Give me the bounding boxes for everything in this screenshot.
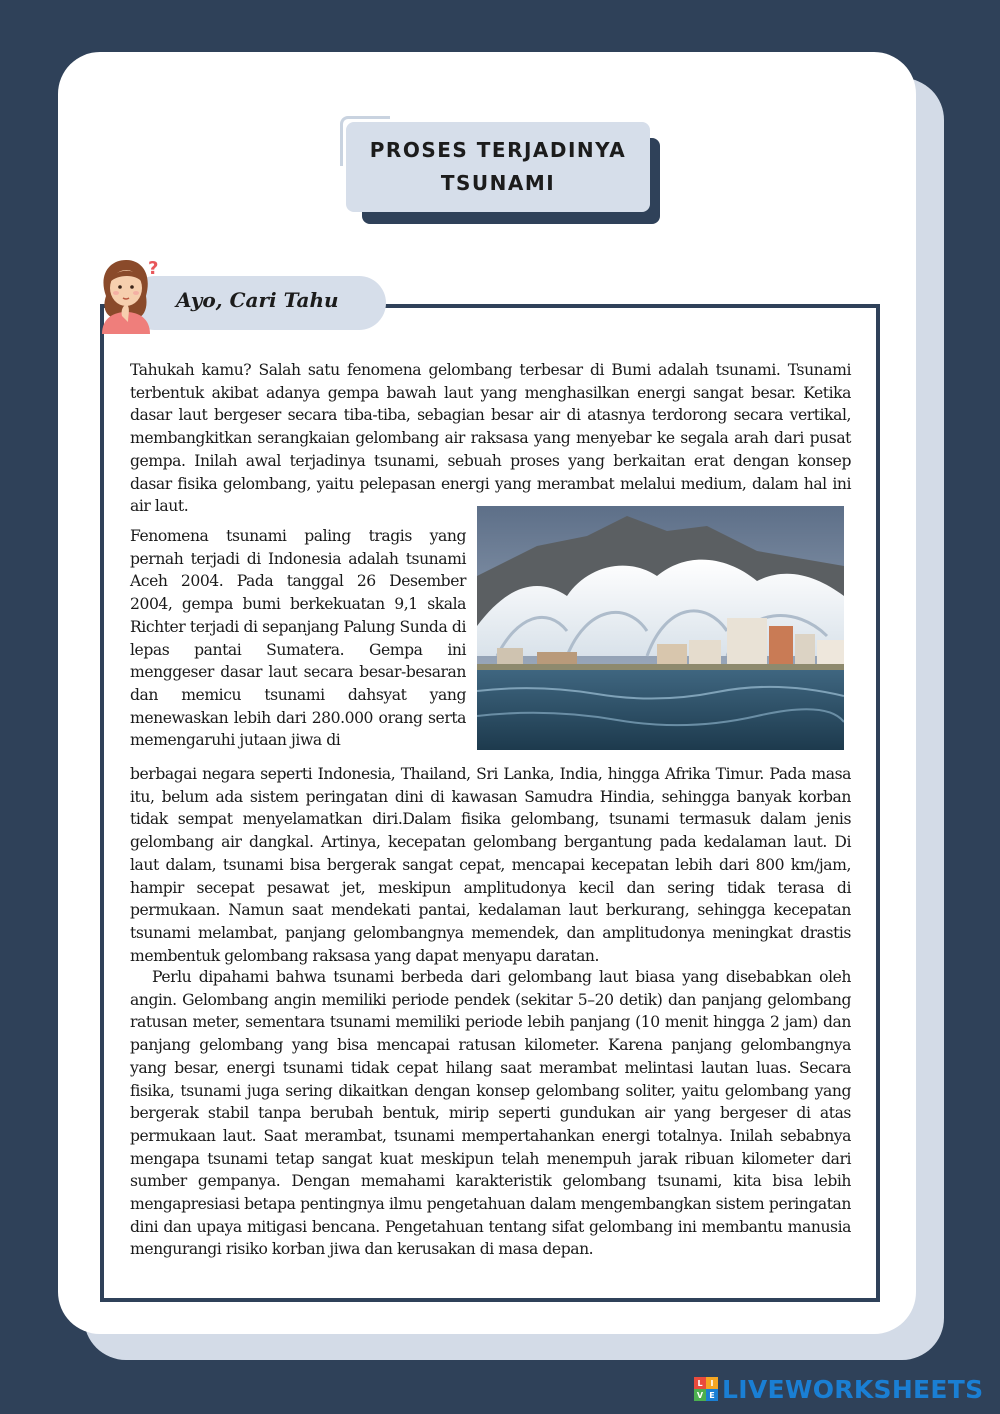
section-label: Ayo, Cari Tahu	[176, 288, 339, 312]
paragraph-aceh: Fenomena tsunami paling tragis yang pernah terjadi di Indonesia adalah tsunami Aceh 2004. Pada tanggal 26 Desember 2004, gempa bumi berkekuatan 9,1 skala Richter terjadi di sepanjang Palung Sunda di lepas pantai Sumatera. Gempa ini menggeser dasar laut secara besar-besaran dan memicu tsunami dahsyat yang menewaskan lebih dari 280.000 orang serta memengaruhi jutaan jiwa di	[130, 527, 466, 750]
thinking-girl-icon	[92, 256, 160, 334]
svg-text:?: ?	[148, 258, 159, 279]
paragraph-intro: Tahukah kamu? Salah satu fenomena gelombang terbesar di Bumi adalah tsunami. Tsunami terbentuk akibat adanya gempa bawah laut yang menghasilkan energi sangat besar. Ketika dasar laut bergeser secara tiba-tiba, sebagian besar air di atasnya terdorong secara vertikal, membangkitkan serangkaian gelombang air raksasa yang menyebar ke segala arah dari pusat gempa. Inilah awal terjadinya tsunami, sebuah proses yang berkaitan erat dengan konsep dasar fisika gelombang, yaitu pelepasan energi yang merambat melalui medium, dalam hal ini air laut.	[130, 361, 851, 516]
logo-letter-i: I	[706, 1377, 718, 1389]
page-title: PROSES TERJADINYA TSUNAMI	[369, 138, 627, 195]
logo-letter-v: V	[694, 1389, 706, 1401]
tsunami-photo	[477, 506, 844, 750]
liveworksheets-logo[interactable]	[694, 1376, 983, 1402]
logo-icon	[694, 1377, 718, 1401]
paragraph-comparison: Perlu dipahami bahwa tsunami berbeda dari gelombang laut biasa yang disebabkan oleh angin. Gelombang angin memiliki periode pendek (sekitar 5–20 detik) dan panjang gelombang ratusan meter, sementara tsunami memiliki periode lebih panjang (10 menit hingga 2 jam) dan panjang gelombang yang bisa mencapai ratusan kilometer. Karena panjang gelombangnya yang besar, energi tsunami tidak cepat hilang saat merambat melintasi lautan luas. Secara fisika, tsunami juga sering dikaitkan dengan konsep gelombang soliter, yaitu gelombang yang bergerak stabil tanpa berubah bentuk, mirip seperti gundukan air yang bergeser di atas permukaan laut. Saat merambat, tsunami mempertahankan energi totalnya. Inilah sebabnya mengapa tsunami tetap sangat kuat meskipun telah menempuh jarak ribuan kilometer dari sumber gempanya. Dengan memahami karakteristik gelombang tsunami, kita bisa lebih mengapresiasi betapa pentingnya ilmu pengetahuan dalam mengembangkan sistem peringatan dini dan upaya mitigasi bencana. Pengetahuan tentang sifat gelombang ini membantu manusia mengurangi risiko korban jiwa dan kerusakan di masa depan.	[130, 968, 851, 1259]
logo-text: LIVEWORKSHEETS	[722, 1374, 984, 1404]
paragraph-physics: berbagai negara seperti Indonesia, Thailand, Sri Lanka, India, hingga Afrika Timur. Pada masa itu, belum ada sistem peringatan dini di kawasan Samudra Hindia, sehingga banyak korban tidak sempat menyelamatkan diri.Dalam fisika gelombang, tsunami termasuk dalam jenis gelombang air dangkal. Artinya, kecepatan gelombang bergantung pada kedalaman laut. Di laut dalam, tsunami bisa bergerak sangat cepat, mencapai kecepatan lebih dari 800 km/jam, hampir secepat pesawat jet, meskipun amplitudonya kecil dan sering tidak terasa di permukaan. Namun saat mendekati pantai, kedalaman laut berkurang, sehingga kecepatan tsunami melambat, panjang gelombangnya memendek, dan amplitudonya meningkat drastis membentuk gelombang raksasa yang dapat menyapu daratan.	[130, 765, 851, 965]
title-plate	[346, 122, 650, 212]
logo-letter-e: E	[706, 1389, 718, 1401]
logo-letter-l: L	[694, 1377, 706, 1389]
